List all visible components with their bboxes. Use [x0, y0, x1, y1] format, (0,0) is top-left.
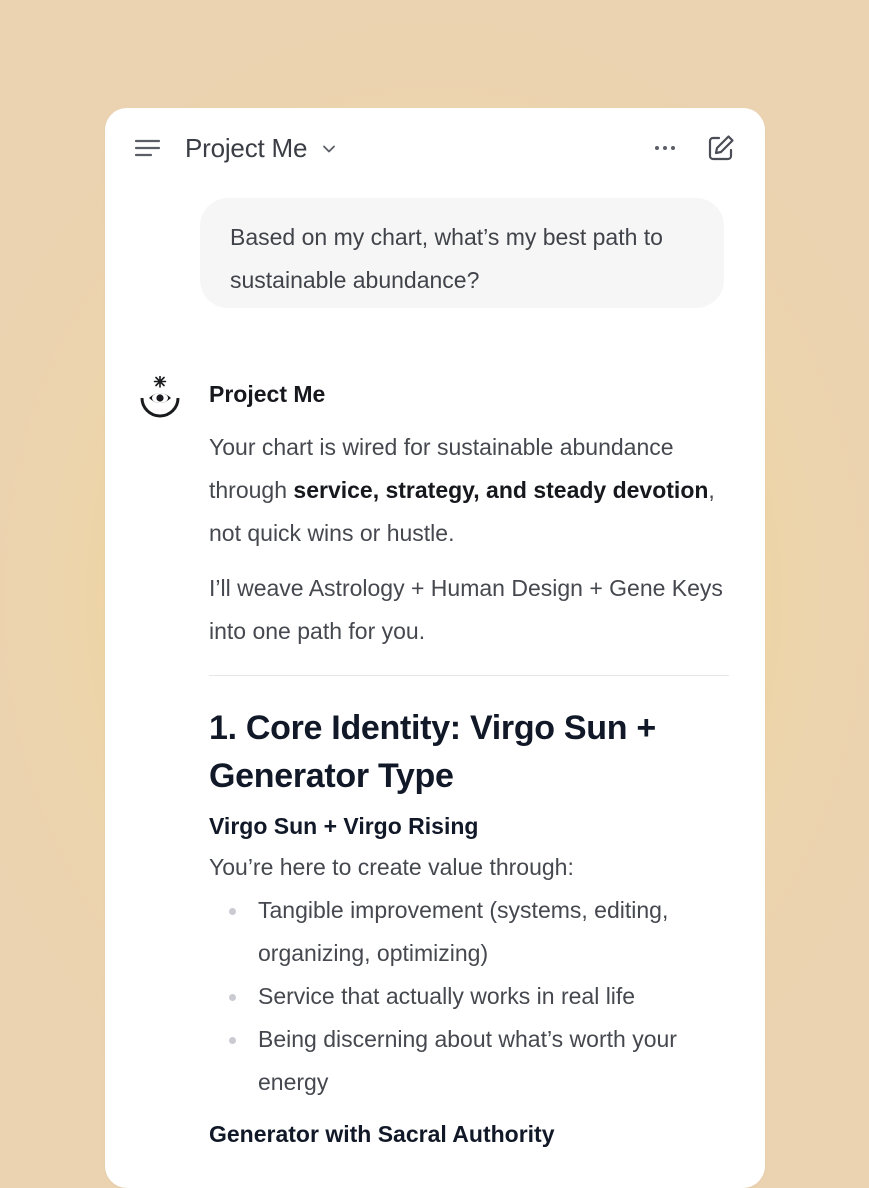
crescent-eye-star-icon: [139, 376, 181, 420]
section-lead: You’re here to create value through:: [209, 854, 574, 880]
assistant-message: [209, 374, 729, 1154]
hamburger-menu-icon[interactable]: [133, 137, 161, 161]
section-divider: [209, 675, 729, 676]
intro-text-start: Your chart is wired for sustainable abundance through: [209, 434, 674, 503]
weave-paragraph: I’ll weave Astrology + Human Design + Gene Keys into one path for you.: [209, 575, 723, 644]
list-item-text: Service that actually works in real life: [258, 983, 636, 1009]
chevron-down-icon: [321, 141, 337, 157]
assistant-name: Project Me: [209, 381, 326, 407]
new-chat-edit-icon[interactable]: [706, 133, 736, 163]
list-item: [229, 889, 729, 975]
chat-header: [105, 108, 765, 188]
next-subheading: Generator with Sacral Authority: [209, 1121, 555, 1147]
project-title: Project Me: [185, 132, 308, 163]
project-title-dropdown[interactable]: [185, 130, 337, 166]
list-item-text: Tangible improvement (systems, editing, organizing, optimizing): [258, 897, 669, 966]
list-item: [229, 1018, 729, 1104]
list-item: [229, 975, 729, 1018]
bullet-dot: [229, 1037, 236, 1044]
section-subheading: Virgo Sun + Virgo Rising: [209, 813, 479, 839]
intro-bold-text: service, strategy, and steady devotion: [293, 477, 709, 503]
ellipsis-icon[interactable]: [653, 138, 677, 158]
user-message-text: Based on my chart, what’s my best path to sustainable abundance?: [230, 224, 663, 293]
chat-window: [105, 108, 765, 1188]
intro-text-end: , not quick wins or hustle.: [209, 477, 715, 546]
bullet-list: [209, 889, 729, 1104]
intro-paragraph: [209, 426, 729, 555]
list-item-text: Being discerning about what’s worth your energy: [258, 1026, 677, 1095]
user-message-bubble: [200, 198, 724, 308]
bullet-dot: [229, 908, 236, 915]
bullet-dot: [229, 994, 236, 1001]
section-heading: 1. Core Identity: Virgo Sun + Generator Type: [209, 709, 656, 795]
